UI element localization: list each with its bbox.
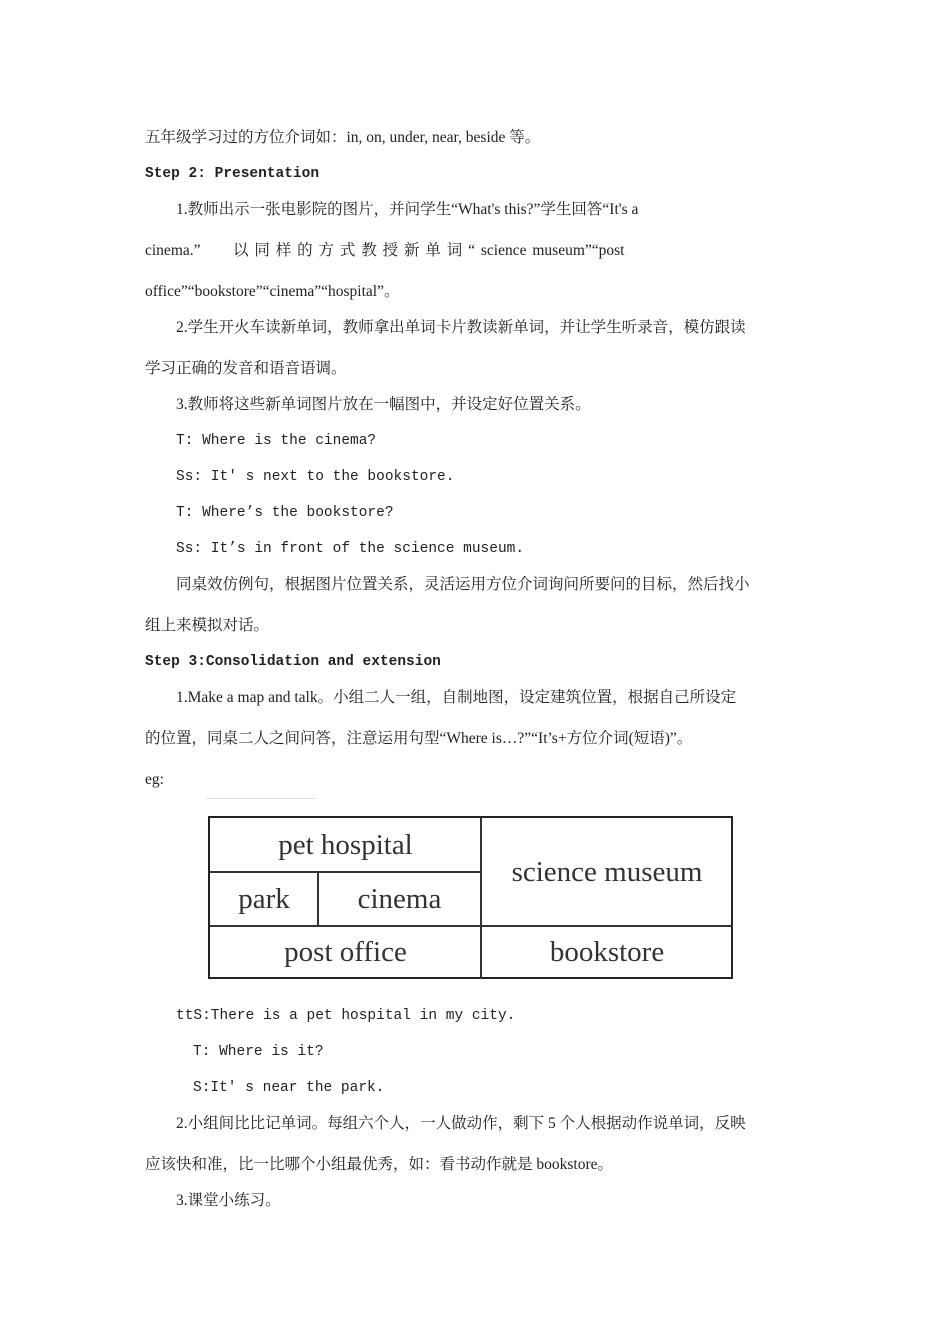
dialogue-line: ttS:There is a pet hospital in my city.: [176, 1008, 516, 1024]
map-cell-post-office: post office: [284, 936, 407, 968]
map-cell-pet-hospital: pet hospital: [278, 828, 413, 861]
section-heading: Step 2: Presentation: [145, 166, 320, 182]
text-line: 1.教师出示一张电影院的图片，并问学生“What's this?”学生回答“It's a: [176, 201, 639, 218]
map-divider: [210, 925, 733, 927]
text-line: 的位置，同桌二人之间问答，注意运用句型“Where is…?”“It’s+方位介词(短语)”。: [145, 730, 693, 747]
map-divider: [480, 818, 482, 979]
text-line: office”“bookstore”“cinema”“hospital”。: [145, 283, 400, 300]
map-divider: [210, 871, 481, 873]
map-cell-cinema: cinema: [357, 882, 442, 915]
text-line: 3.课堂小练习。: [176, 1192, 281, 1209]
dialogue-line: T: Where’s the bookstore?: [176, 505, 394, 521]
dialogue-line: Ss: It’s in front of the science museum.: [176, 541, 525, 557]
text-line: eg:: [145, 771, 164, 788]
map-cell-bookstore: bookstore: [549, 936, 665, 968]
dialogue-line: T: Where is it?: [193, 1044, 324, 1060]
map-divider: [317, 872, 319, 926]
text-line: 同桌效仿例句，根据图片位置关系，灵活运用方位介词询问所要问的目标，然后找小: [176, 576, 750, 593]
text-line: 1.Make a map and talk。小组二人一组，自制地图，设定建筑位置，根据自己所设定: [176, 689, 737, 706]
dialogue-line: S:It' s near the park.: [193, 1080, 385, 1096]
section-heading: Step 3:Consolidation and extension: [145, 654, 441, 670]
scan-artifact: [206, 798, 316, 805]
text-line: 应该快和准，比一比哪个小组最优秀，如：看书动作就是 bookstore。: [145, 1156, 614, 1173]
text-line: 以 同 样 的 方 式 教 授 新 单 词 “ science museum”“post: [233, 242, 625, 259]
text-line: 2.小组间比比记单词。每组六个人，一人做动作，剩下 5 个人根据动作说单词，反映: [176, 1115, 746, 1132]
city-map-table: [208, 816, 733, 979]
text-line: 2.学生开火车读新单词，教师拿出单词卡片教读新单词，并让学生听录音，模仿跟读: [176, 319, 746, 336]
text-line: cinema.”: [145, 242, 201, 259]
dialogue-line: T: Where is the cinema?: [176, 433, 377, 449]
text-line: 五年级学习过的方位介词如：in, on, under, near, beside 等。: [145, 129, 541, 146]
text-line: 3.教师将这些新单词图片放在一幅图中，并设定好位置关系。: [176, 396, 591, 413]
map-cell-science-museum: science museum: [511, 855, 703, 888]
text-line: 组上来模拟对话。: [145, 617, 270, 634]
text-line: 学习正确的发音和语音语调。: [145, 360, 347, 377]
dialogue-line: Ss: It' s next to the bookstore.: [176, 469, 455, 485]
map-cell-park: park: [238, 882, 290, 915]
